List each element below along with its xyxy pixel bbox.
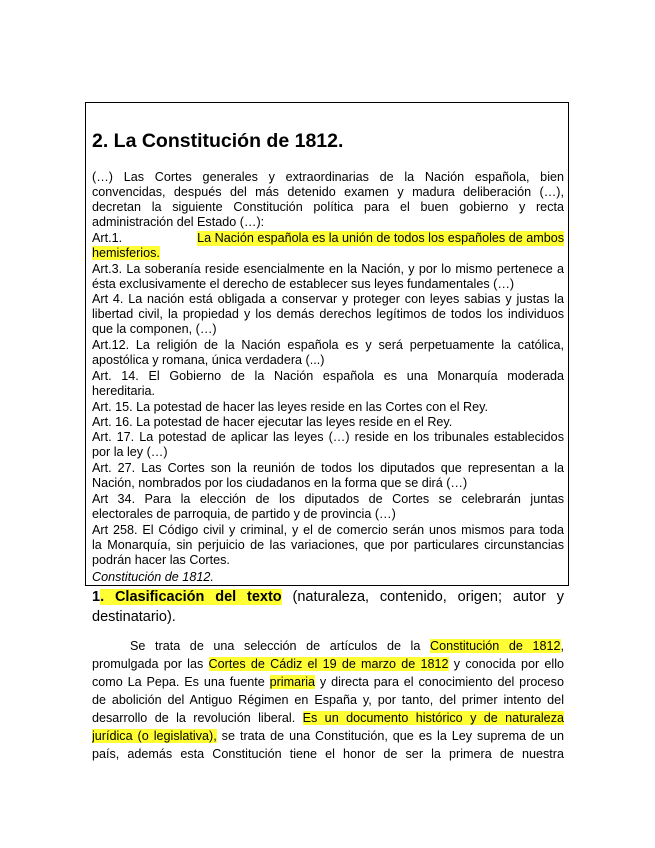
body-text: como La Pepa. Es una fuente bbox=[92, 675, 270, 689]
body-highlight: primaria bbox=[269, 675, 316, 689]
body-line: de abolición del Antiguo Régimen en España y, por tanto, del primer intento del bbox=[92, 693, 564, 707]
source-line: apostólica y romana, única verdadera (...) bbox=[92, 353, 325, 367]
body-text: se trata de una Constitución, que es la Ley suprema de un bbox=[216, 729, 564, 743]
source-line: por la ley (…) bbox=[92, 445, 168, 459]
body-highlight: jurídica (o legislativa), bbox=[92, 729, 217, 743]
body-line bbox=[92, 657, 564, 673]
source-line: Art. 17. La potestad de aplicar las leyes (…) reside en los tribunales establecidos bbox=[92, 430, 564, 444]
source-caption: Constitución de 1812. bbox=[92, 570, 214, 584]
heading-number: 1 bbox=[92, 589, 101, 605]
section-heading bbox=[92, 587, 564, 607]
section-heading-cont: destinatario). bbox=[92, 609, 176, 625]
source-line bbox=[92, 246, 564, 261]
body-line: país, además esta Constitución tiene el honor de ser la primera de nuestra bbox=[92, 747, 564, 761]
source-line: libertad civil, la propiedad y los demás derechos legítimos de todos los individuos bbox=[92, 307, 564, 321]
heading-rest: (naturaleza, contenido, origen; autor y bbox=[281, 589, 564, 605]
source-line: Art. 15. La potestad de hacer las leyes reside en las Cortes con el Rey. bbox=[92, 400, 488, 414]
body-text: , bbox=[560, 639, 564, 653]
body-highlight: Constitución de 1812 bbox=[429, 639, 561, 653]
body-line bbox=[92, 729, 564, 745]
source-line-art1 bbox=[92, 231, 564, 246]
body-text: promulgada por las bbox=[92, 657, 209, 671]
source-line: Art. 14. El Gobierno de la Nación española es una Monarquía moderada bbox=[92, 369, 564, 383]
source-line: Art.3. La soberanía reside esencialmente en la Nación, y por lo mismo pertenece a bbox=[92, 262, 564, 276]
body-text: Se trata de una selección de artículos de la bbox=[130, 639, 430, 653]
heading-label: . Clasificación del texto bbox=[100, 589, 282, 605]
source-line: (…) Las Cortes generales y extraordinarias de la Nación española, bien bbox=[92, 170, 564, 184]
source-line: Art 4. La nación está obligada a conservar y proteger con leyes sabias y justas la bbox=[92, 292, 564, 306]
source-line: administración del Estado (…): bbox=[92, 215, 265, 229]
source-line: convencidas, después del más detenido examen y madura deliberación (…), bbox=[92, 185, 564, 199]
source-line: hereditaria. bbox=[92, 384, 156, 398]
body-text: y conocida por ello bbox=[448, 657, 564, 671]
body-line bbox=[92, 675, 564, 691]
page-title: 2. La Constitución de 1812. bbox=[92, 130, 344, 152]
body-line bbox=[130, 639, 564, 655]
art1-highlight: La Nación española es la unión de todos los españoles de ambos bbox=[197, 231, 564, 245]
source-line: electorales de parroquia, de partido y de provincia (…) bbox=[92, 507, 396, 521]
art1-highlight-cont: hemisferios. bbox=[92, 246, 160, 260]
body-highlight: Es un documento histórico y de naturaleza bbox=[302, 711, 564, 725]
source-line: podrán hacer las Cortes. bbox=[92, 553, 230, 567]
source-line: Nación, nombrados por los ciudadanos en la forma que se dirá (…) bbox=[92, 476, 468, 490]
source-line: Art. 16. La potestad de hacer ejecutar las leyes reside en el Rey. bbox=[92, 415, 453, 429]
source-line: Art. 27. Las Cortes son la reunión de todos los diputados que representan a la bbox=[92, 461, 564, 475]
source-line: que la componen, (…) bbox=[92, 322, 217, 336]
source-line: Art 34. Para la elección de los diputados de Cortes se celebrarán juntas bbox=[92, 492, 564, 506]
body-highlight: Cortes de Cádiz el 19 de marzo de 1812 bbox=[208, 657, 449, 671]
body-text: y directa para el conocimiento del proceso bbox=[315, 675, 564, 689]
body-text: desarrollo de la revolución liberal. bbox=[92, 711, 303, 725]
source-line: Art 258. El Código civil y criminal, y el de comercio serán unos mismos para toda bbox=[92, 523, 564, 537]
source-line: decretan la siguiente Constitución política para el buen gobierno y recta bbox=[92, 200, 564, 214]
source-line: ésta exclusivamente el derecho de establecer sus leyes fundamentales (…) bbox=[92, 277, 515, 291]
source-line: Art.12. La religión de la Nación española es y será perpetuamente la católica, bbox=[92, 338, 564, 352]
body-line bbox=[92, 711, 564, 727]
art1-label: Art.1. bbox=[92, 231, 123, 245]
source-line: la Monarquía, sin perjuicio de las variaciones, que por particulares circunstancias bbox=[92, 538, 564, 552]
